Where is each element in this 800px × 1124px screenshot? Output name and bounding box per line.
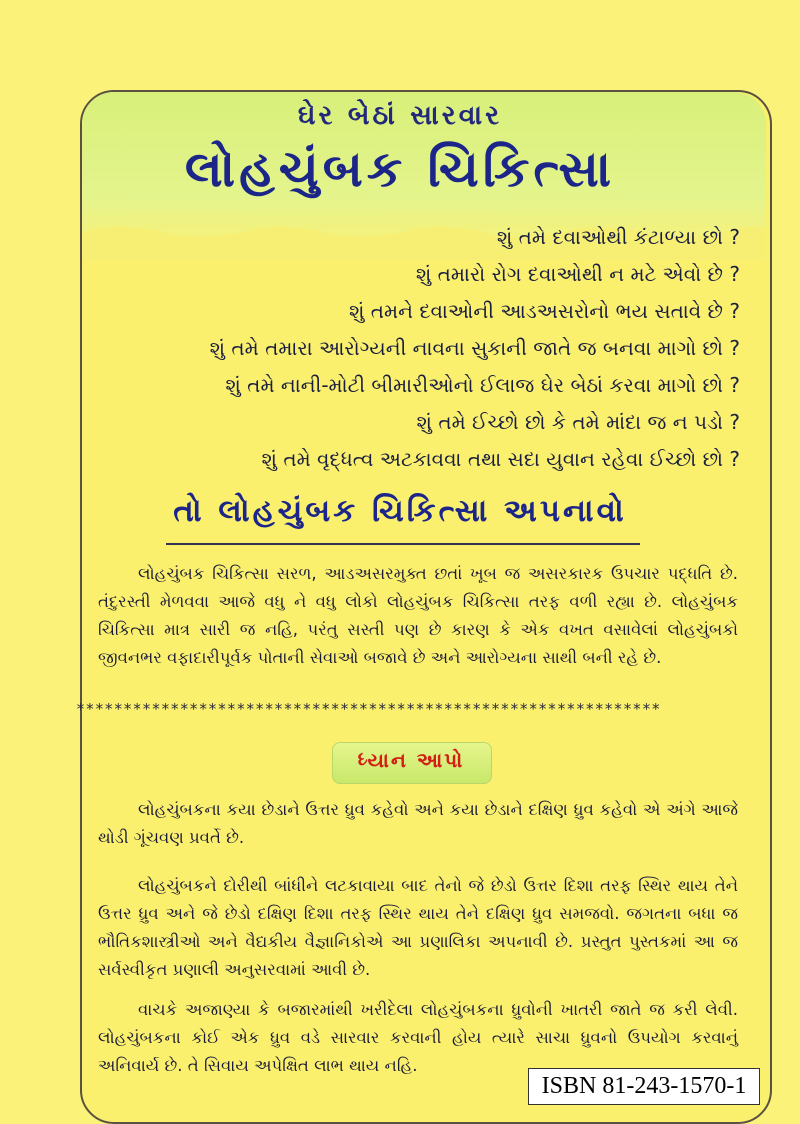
intro-paragraph: લોહચુંબક ચિકિત્સા સરળ, આડઅસરમુક્ત છતાં ખૂબ જ અસરકારક ઉપચાર પદ્ધતિ છે. તંદુરસ્તી મેળવવા આજે વધુ ને વધુ લોકો લોહચુંબક ચિકિત્સા તરફ વળી રહ્યા છે. લોહચુંબક ચિકિત્સા માત્ર સારી જ નહિ, પરંતુ સસ્તી પણ છે કારણ કે એક વખત વસાવેલાં લોહચુંબકો જીવનભર વફાદારીપૂર્વક પોતાની સેવાઓ બજાવે છે અને આરોગ્યના સાથી બની રહે છે. [98, 564, 738, 667]
header-subtitle: ઘેર બેઠાં સારવાર [297, 100, 503, 131]
star-separator: ************************************************************** [76, 700, 661, 718]
question-line: શું તમે ઈચ્છો છો કે તમે માંદા જ ન પડો ? [416, 410, 740, 434]
notice-paragraph: લોહચુંબકના કયા છેડાને ઉત્તર ધ્રુવ કહેવો અને કયા છેડાને દક્ષિણ ધ્રુવ કહેવો એ અંગે આજે થોડી ગૂંચવણ પ્રવર્તે છે. [98, 800, 738, 847]
notice-paragraph: વાચકે અજાણ્યા કે બજારમાંથી ખરીદેલા લોહચુંબકના ધ્રુવોની ખાતરી જાતે જ કરી લેવી. લોહચુંબકના કોઈ એક ધ્રુવ વડે સારવાર કરવાની હોય ત્યારે સાચા ધ્રુવનો ઉપયોગ કરવાનું અનિવાર્ય છે. તે સિવાય અપેક્ષિત લાભ થાય નહિ. [98, 1000, 738, 1075]
question-line: શું તમે વૃદ્ધત્વ અટકાવવા તથા સદા યુવાન રહેવા ઈચ્છો છો ? [261, 447, 740, 471]
book-title: લોહચુંબક ચિકિત્સા [184, 140, 616, 198]
notice-paragraph: લોહચુંબકને દોરીથી બાંધીને લટકાવાયા બાદ તેનો જે છેડો ઉત્તર દિશા તરફ સ્થિર થાય તેને ઉત્તર ધ્રુવ અને જે છેડો દક્ષિણ દિશા તરફ સ્થિર થાય તેને દક્ષિણ ધ્રુવ સમજવો. જગતના બધા જ ભૌતિકશાસ્ત્રીઓ અને વૈદ્યકીય વૈજ્ઞાનિકોએ આ પ્રણાલિકા અપનાવી છે. પ્રસ્તુત પુસ્તકમાં આ જ સર્વસ્વીકૃત પ્રણાલી અનુસરવામાં આવી છે. [98, 876, 738, 979]
question-line: શું તમે દવાઓથી કંટાળ્યા છો ? [496, 225, 740, 249]
question-line: શું તમે નાની-મોટી બીમારીઓનો ઈલાજ ઘેર બેઠાં કરવા માગો છો ? [225, 373, 740, 397]
question-line: શું તમારો રોગ દવાઓથી ન મટે એવો છે ? [415, 262, 740, 286]
question-line: શું તમે તમારા આરોગ્યની નાવના સુકાની જાતે જ બનવા માગો છો ? [209, 336, 740, 360]
isbn-label: ISBN 81-243-1570-1 [528, 1068, 760, 1105]
call-to-action-heading: તો લોહચુંબક ચિકિત્સા અપનાવો [173, 493, 627, 529]
notice-label: ધ્યાન આપો [357, 748, 465, 772]
divider-line [166, 543, 640, 545]
question-line: શું તમને દવાઓની આડઅસરોનો ભય સતાવે છે ? [348, 299, 740, 323]
